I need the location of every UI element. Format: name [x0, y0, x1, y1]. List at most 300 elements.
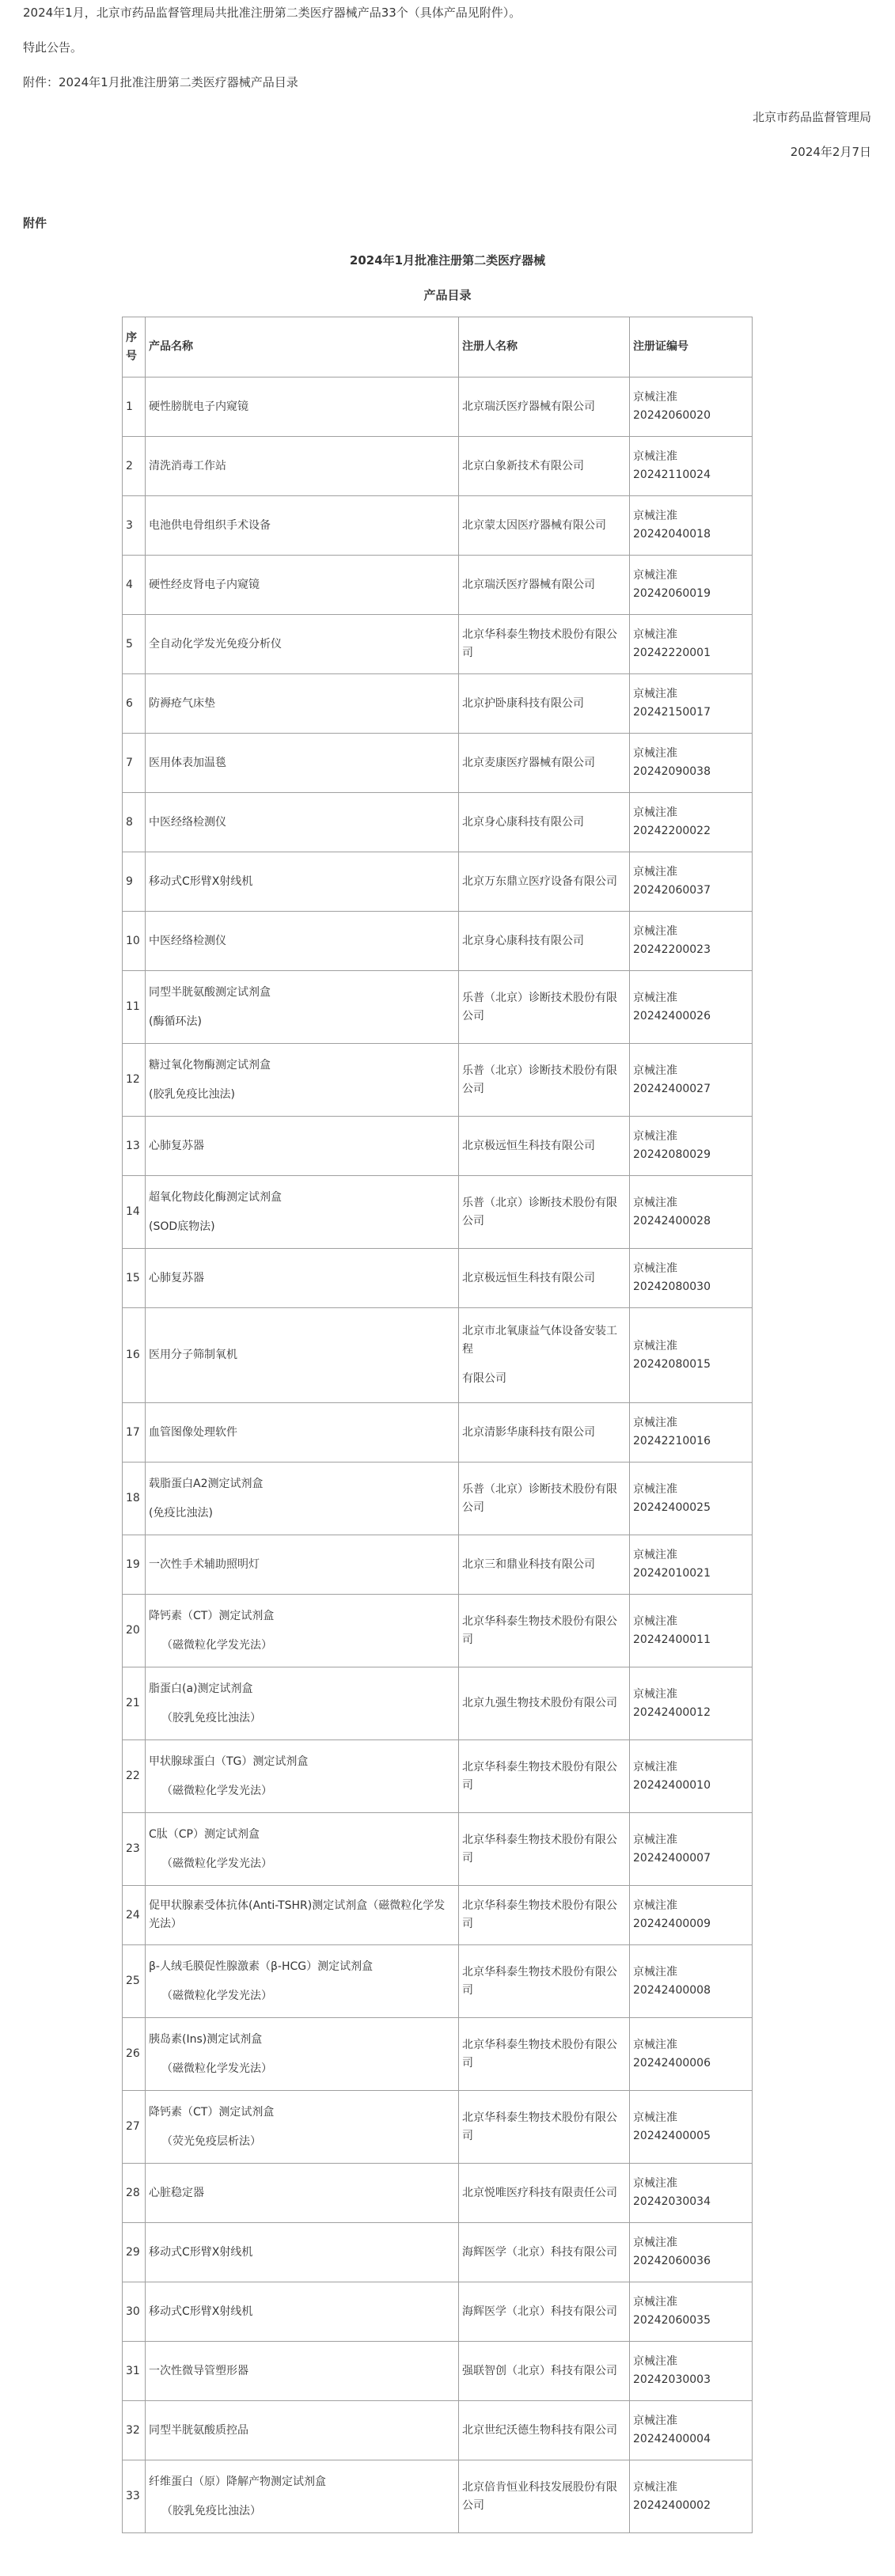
row-number: 1	[123, 377, 146, 437]
registrant-name: 北京白象新技术有限公司	[462, 459, 584, 472]
cert-number: 20242080029	[633, 1148, 711, 1161]
table-row	[123, 2223, 753, 2282]
cert-prefix: 京械注准	[633, 1899, 677, 1912]
product-name: β-人绒毛膜促性腺激素（β-HCG）测定试剂盒	[149, 1960, 374, 1973]
cert-cell	[630, 2460, 753, 2533]
cert-cell	[630, 1886, 753, 1945]
registrant-name: 北京华科泰生物技术股份有限公司	[462, 1965, 617, 1997]
cert-number: 20242200022	[633, 825, 711, 837]
registrant-cell	[459, 1535, 630, 1595]
row-number: 27	[123, 2091, 146, 2164]
cert-number: 20242030034	[633, 2195, 711, 2208]
registrant-cell	[459, 1813, 630, 1886]
product-name-cell	[146, 734, 459, 793]
cert-number: 20242400010	[633, 1778, 711, 1792]
cert-prefix: 京械注准	[633, 450, 677, 463]
product-name-cell	[146, 1308, 459, 1403]
product-name: 纤维蛋白（原）降解产物测定试剂盒	[149, 2475, 326, 2488]
product-name-cell	[146, 1044, 459, 1117]
registrant-cell	[459, 1403, 630, 1463]
product-name-cell	[146, 2091, 459, 2164]
closing-line: 特此公告。	[23, 40, 83, 55]
cert-cell	[630, 1044, 753, 1117]
product-method: (免疫比浊法)	[149, 1506, 213, 1519]
table-row	[123, 1463, 753, 1535]
product-name: 糖过氧化物酶测定试剂盒	[149, 1058, 271, 1072]
table-row	[123, 2401, 753, 2460]
cert-cell	[630, 793, 753, 852]
row-number: 3	[123, 496, 146, 556]
cert-number: 20242400027	[633, 1082, 711, 1095]
attachment-line: 附件：2024年1月批准注册第二类医疗器械产品目录	[23, 75, 298, 89]
row-number: 16	[123, 1308, 146, 1403]
cert-prefix: 京械注准	[633, 2415, 677, 2427]
registrant-cell	[459, 496, 630, 556]
product-name: 同型半胱氨酸质控品	[149, 2423, 248, 2437]
table-row	[123, 2164, 753, 2223]
registrant-cell	[459, 1740, 630, 1813]
cert-prefix: 京械注准	[633, 1965, 677, 1978]
registrant-cell	[459, 852, 630, 912]
row-number: 20	[123, 1595, 146, 1667]
registrant-name: 北京身心康科技有限公司	[462, 815, 584, 829]
product-name: 中医经络检测仪	[149, 934, 226, 947]
table-row	[123, 734, 753, 793]
cert-number: 20242030003	[633, 2373, 711, 2386]
registrant-name: 北京华科泰生物技术股份有限公司	[462, 1614, 617, 1646]
row-number: 5	[123, 615, 146, 674]
row-number: 11	[123, 971, 146, 1044]
product-name: 移动式C形臂X射线机	[149, 874, 253, 888]
cert-number: 20242060019	[633, 587, 711, 600]
registrant-name: 乐普（北京）诊断技术股份有限公司	[462, 1482, 617, 1514]
product-name-cell	[146, 1117, 459, 1176]
row-number: 26	[123, 2018, 146, 2091]
product-name: 移动式C形臂X射线机	[149, 2245, 253, 2259]
registrant-name: 乐普（北京）诊断技术股份有限公司	[462, 1196, 617, 1227]
cert-number: 20242400012	[633, 1705, 711, 1719]
cert-cell	[630, 734, 753, 793]
product-name: 降钙素（CT）测定试剂盒	[149, 2105, 275, 2119]
product-name-cell	[146, 1176, 459, 1249]
registrant-name: 北京华科泰生物技术股份有限公司	[462, 628, 617, 659]
intro-line: 2024年1月，北京市药品监督管理局共批准注册第二类医疗器械产品33个（具体产品见附件）。	[23, 6, 521, 20]
cert-number: 20242220001	[633, 647, 711, 659]
registrant-name: 北京万东鼎立医疗设备有限公司	[462, 874, 617, 888]
registrant-cell	[459, 1044, 630, 1117]
cert-cell	[630, 2282, 753, 2342]
row-number: 25	[123, 1945, 146, 2018]
product-method: (胶乳免疫比浊法)	[149, 1087, 235, 1101]
product-name: 载脂蛋白A2测定试剂盒	[149, 1477, 264, 1490]
registrant-name: 北京清影华康科技有限公司	[462, 1425, 595, 1439]
table-row	[123, 1176, 753, 1249]
cert-prefix: 京械注准	[633, 1339, 677, 1352]
header-product: 产品名称	[146, 317, 459, 377]
cert-cell	[630, 2342, 753, 2401]
cert-number: 20242400007	[633, 1851, 711, 1865]
product-method: （胶乳免疫比浊法）	[161, 1711, 261, 1724]
cert-prefix: 京械注准	[633, 1482, 677, 1496]
row-number: 13	[123, 1117, 146, 1176]
registrant-cell	[459, 556, 630, 615]
product-method: （磁微粒化学发光法）	[161, 1638, 272, 1652]
row-number: 18	[123, 1463, 146, 1535]
cert-cell	[630, 496, 753, 556]
row-number: 24	[123, 1886, 146, 1945]
cert-number: 20242400028	[633, 1214, 711, 1227]
product-name: 同型半胱氨酸测定试剂盒	[149, 985, 271, 999]
row-number: 7	[123, 734, 146, 793]
row-number: 33	[123, 2460, 146, 2533]
registrant-cell	[459, 1886, 630, 1945]
cert-number: 20242400008	[633, 1983, 711, 1997]
registrant-name: 北京护卧康科技有限公司	[462, 696, 584, 710]
cert-cell	[630, 1249, 753, 1308]
cert-prefix: 京械注准	[633, 2296, 677, 2309]
cert-cell	[630, 2223, 753, 2282]
table-row	[123, 1813, 753, 1886]
attachment-label: 附件	[23, 216, 47, 230]
product-name-cell	[146, 971, 459, 1044]
product-name: C肽（CP）测定试剂盒	[149, 1827, 260, 1841]
cert-prefix: 京械注准	[633, 806, 677, 819]
product-name-cell	[146, 912, 459, 971]
product-method: （荧光免疫层析法）	[161, 2134, 261, 2148]
cert-cell	[630, 1945, 753, 2018]
product-method: （胶乳免疫比浊法）	[161, 2504, 261, 2517]
table-row	[123, 556, 753, 615]
row-number: 32	[123, 2401, 146, 2460]
product-name-cell	[146, 377, 459, 437]
catalog-subtitle: 产品目录	[423, 288, 472, 302]
table-row	[123, 912, 753, 971]
table-row	[123, 2018, 753, 2091]
registrant-cell	[459, 1176, 630, 1249]
cert-cell	[630, 1813, 753, 1886]
registrant-cell	[459, 2091, 630, 2164]
product-name-cell	[146, 1740, 459, 1813]
cert-prefix: 京械注准	[633, 2236, 677, 2249]
registrant-name: 乐普（北京）诊断技术股份有限公司	[462, 1064, 617, 1095]
cert-prefix: 京械注准	[633, 1760, 677, 1774]
cert-cell	[630, 1308, 753, 1403]
product-name: 防褥疮气床垫	[149, 696, 215, 710]
cert-number: 20242400026	[633, 1009, 711, 1022]
cert-prefix: 京械注准	[633, 925, 677, 938]
product-name-cell	[146, 556, 459, 615]
table-row	[123, 793, 753, 852]
cert-prefix: 京械注准	[633, 1130, 677, 1143]
registrant-name: 北京瑞沃医疗器械有限公司	[462, 400, 595, 413]
row-number: 31	[123, 2342, 146, 2401]
registrant-name: 北京倍肯恒业科技发展股份有限公司	[462, 2480, 617, 2512]
cert-prefix: 京械注准	[633, 391, 677, 404]
table-row	[123, 674, 753, 734]
issuer-org: 北京市药品监督管理局	[752, 110, 871, 124]
product-name: 电池供电骨组织手术设备	[149, 518, 271, 532]
table-row	[123, 971, 753, 1044]
product-name: 心脏稳定器	[149, 2186, 204, 2199]
table-row	[123, 2091, 753, 2164]
product-name: 甲状腺球蛋白（TG）测定试剂盒	[149, 1755, 309, 1768]
registrant-name: 北京极远恒生科技有限公司	[462, 1271, 595, 1284]
registrant-cell	[459, 1308, 630, 1403]
registrant-cell	[459, 2223, 630, 2282]
registrant-name: 北京悦唯医疗科技有限责任公司	[462, 2186, 617, 2199]
product-method: （磁微粒化学发光法）	[161, 2062, 272, 2075]
cert-prefix: 京械注准	[633, 510, 677, 522]
table-row	[123, 1117, 753, 1176]
product-name-cell	[146, 2342, 459, 2401]
cert-cell	[630, 912, 753, 971]
cert-prefix: 京械注准	[633, 628, 677, 641]
cert-prefix: 京械注准	[633, 1614, 677, 1628]
cert-prefix: 京械注准	[633, 866, 677, 878]
registrant-cell	[459, 1249, 630, 1308]
product-name-cell	[146, 615, 459, 674]
product-name-cell	[146, 1667, 459, 1740]
table-row	[123, 1595, 753, 1667]
table-row	[123, 1945, 753, 2018]
product-name: 脂蛋白(a)测定试剂盒	[149, 1682, 253, 1695]
registrant-cell	[459, 2342, 630, 2401]
cert-prefix: 京械注准	[633, 2111, 677, 2124]
table-row	[123, 1740, 753, 1813]
product-name-cell	[146, 1945, 459, 2018]
cert-number: 20242010021	[633, 1567, 711, 1580]
product-name-cell	[146, 2223, 459, 2282]
cert-number: 20242060035	[633, 2314, 711, 2327]
cert-number: 20242400005	[633, 2129, 711, 2142]
registrant-cell	[459, 674, 630, 734]
cert-prefix: 京械注准	[633, 569, 677, 582]
table-row	[123, 615, 753, 674]
cert-number: 20242400002	[633, 2498, 711, 2512]
product-name-cell	[146, 2401, 459, 2460]
row-number: 6	[123, 674, 146, 734]
product-name-cell	[146, 1535, 459, 1595]
product-name: 硬性膀胱电子内窥镜	[149, 400, 248, 413]
registrant-name: 海辉医学（北京）科技有限公司	[462, 2305, 617, 2318]
registrant-name: 北京华科泰生物技术股份有限公司	[462, 2111, 617, 2142]
registrant-name: 北京麦康医疗器械有限公司	[462, 756, 595, 769]
cert-number: 20242150017	[633, 706, 711, 719]
cert-number: 20242060020	[633, 409, 711, 422]
cert-number: 20242110024	[633, 469, 711, 481]
cert-prefix: 京械注准	[633, 1833, 677, 1846]
cert-prefix: 京械注准	[633, 2355, 677, 2368]
product-name-cell	[146, 793, 459, 852]
registrant-cell	[459, 2164, 630, 2223]
table-row	[123, 1535, 753, 1595]
product-method: （磁微粒化学发光法）	[161, 1857, 272, 1870]
row-number: 9	[123, 852, 146, 912]
product-name-cell	[146, 1813, 459, 1886]
cert-cell	[630, 1403, 753, 1463]
product-name: 硬性经皮肾电子内窥镜	[149, 578, 260, 591]
registrant-name: 北京身心康科技有限公司	[462, 934, 584, 947]
row-number: 15	[123, 1249, 146, 1308]
registrant-name: 北京瑞沃医疗器械有限公司	[462, 578, 595, 591]
registrant-name: 北京华科泰生物技术股份有限公司	[462, 1833, 617, 1865]
cert-cell	[630, 1463, 753, 1535]
cert-cell	[630, 377, 753, 437]
cert-cell	[630, 556, 753, 615]
product-name: 移动式C形臂X射线机	[149, 2305, 253, 2318]
cert-cell	[630, 437, 753, 496]
cert-prefix: 京械注准	[633, 1417, 677, 1429]
cert-prefix: 京械注准	[633, 1549, 677, 1561]
product-method: (SOD底物法)	[149, 1220, 215, 1233]
product-name-cell	[146, 437, 459, 496]
product-name-cell	[146, 2460, 459, 2533]
table-row	[123, 1249, 753, 1308]
registrant-cell	[459, 2018, 630, 2091]
registrant-name: 北京世纪沃德生物科技有限公司	[462, 2423, 617, 2437]
registrant-cell	[459, 377, 630, 437]
cert-cell	[630, 1535, 753, 1595]
cert-number: 20242080015	[633, 1357, 711, 1371]
cert-number: 20242400025	[633, 1500, 711, 1514]
product-name: 全自动化学发光免疫分析仪	[149, 637, 282, 651]
registrant-cell	[459, 2401, 630, 2460]
cert-number: 20242400004	[633, 2433, 711, 2445]
cert-number: 20242210016	[633, 1435, 711, 1447]
product-name-cell	[146, 1595, 459, 1667]
registrant-cell	[459, 793, 630, 852]
registrant-cell	[459, 615, 630, 674]
header-registrant: 注册人名称	[459, 317, 630, 377]
registrant-name: 海辉医学（北京）科技有限公司	[462, 2245, 617, 2259]
catalog-title: 2024年1月批准注册第二类医疗器械	[349, 253, 546, 267]
cert-prefix: 京械注准	[633, 747, 677, 760]
cert-cell	[630, 2401, 753, 2460]
registrant-cell	[459, 971, 630, 1044]
cert-cell	[630, 2018, 753, 2091]
cert-prefix: 京械注准	[633, 1687, 677, 1701]
row-number: 30	[123, 2282, 146, 2342]
product-name-cell	[146, 496, 459, 556]
registrant-name: 北京华科泰生物技术股份有限公司	[462, 1899, 617, 1930]
row-number: 2	[123, 437, 146, 496]
registrant-cell	[459, 1945, 630, 2018]
row-number: 14	[123, 1176, 146, 1249]
product-name: 超氧化物歧化酶测定试剂盒	[149, 1190, 282, 1204]
registrant-name-cont: 有限公司	[462, 1372, 506, 1385]
product-name-cell	[146, 1463, 459, 1535]
product-name: 胰岛素(Ins)测定试剂盒	[149, 2032, 263, 2046]
product-name: 医用体表加温毯	[149, 756, 226, 769]
cert-number: 20242080030	[633, 1280, 711, 1293]
registrant-cell	[459, 912, 630, 971]
cert-prefix: 京械注准	[633, 1196, 677, 1209]
product-name-cell	[146, 1403, 459, 1463]
cert-prefix: 京械注准	[633, 1262, 677, 1275]
product-name-cell	[146, 2164, 459, 2223]
row-number: 12	[123, 1044, 146, 1117]
row-number: 10	[123, 912, 146, 971]
table-row	[123, 1308, 753, 1403]
table-row	[123, 2342, 753, 2401]
registrant-cell	[459, 2460, 630, 2533]
cert-prefix: 京械注准	[633, 1064, 677, 1077]
cert-cell	[630, 1595, 753, 1667]
registrant-cell	[459, 1117, 630, 1176]
cert-cell	[630, 1117, 753, 1176]
product-name-cell	[146, 1249, 459, 1308]
registrant-name: 强联智创（北京）科技有限公司	[462, 2364, 617, 2377]
registrant-cell	[459, 734, 630, 793]
cert-prefix: 京械注准	[633, 991, 677, 1004]
cert-number: 20242060036	[633, 2255, 711, 2267]
row-number: 22	[123, 1740, 146, 1813]
cert-number: 20242200023	[633, 943, 711, 956]
product-name: 降钙素（CT）测定试剂盒	[149, 1609, 275, 1622]
cert-number: 20242400011	[633, 1633, 711, 1646]
product-method: (酶循环法)	[149, 1015, 202, 1028]
product-name: 一次性手术辅助照明灯	[149, 1557, 260, 1571]
cert-cell	[630, 1176, 753, 1249]
product-name: 心肺复苏器	[149, 1139, 204, 1152]
product-name-cell	[146, 1886, 459, 1945]
table-row	[123, 1667, 753, 1740]
cert-number: 20242060037	[633, 884, 711, 897]
cert-cell	[630, 2164, 753, 2223]
row-number: 21	[123, 1667, 146, 1740]
table-row	[123, 2282, 753, 2342]
registrant-name: 北京华科泰生物技术股份有限公司	[462, 2038, 617, 2070]
row-number: 17	[123, 1403, 146, 1463]
table-row	[123, 377, 753, 437]
table-row	[123, 1886, 753, 1945]
cert-cell	[630, 2091, 753, 2164]
row-number: 29	[123, 2223, 146, 2282]
registrant-name: 北京市北氧康益气体设备安装工程	[462, 1325, 617, 1356]
registrant-name: 北京蒙太因医疗器械有限公司	[462, 518, 606, 532]
table-row	[123, 496, 753, 556]
row-number: 8	[123, 793, 146, 852]
cert-number: 20242400009	[633, 1918, 711, 1930]
product-name: 医用分子筛制氧机	[149, 1349, 237, 1361]
registrant-cell	[459, 437, 630, 496]
table-row	[123, 1044, 753, 1117]
registrant-name: 北京九强生物技术股份有限公司	[462, 1697, 617, 1709]
registrant-name: 北京三和鼎业科技有限公司	[462, 1557, 595, 1571]
row-number: 19	[123, 1535, 146, 1595]
row-number: 28	[123, 2164, 146, 2223]
registrant-cell	[459, 1667, 630, 1740]
cert-prefix: 京械注准	[633, 2038, 677, 2051]
cert-cell	[630, 852, 753, 912]
cert-cell	[630, 971, 753, 1044]
cert-prefix: 京械注准	[633, 2480, 677, 2494]
table-row	[123, 1403, 753, 1463]
cert-number: 20242090038	[633, 765, 711, 778]
product-name: 一次性微导管塑形器	[149, 2364, 248, 2377]
registrant-name: 乐普（北京）诊断技术股份有限公司	[462, 991, 617, 1022]
issue-date: 2024年2月7日	[790, 145, 871, 159]
product-name: 血管图像处理软件	[149, 1425, 237, 1439]
product-name: 促甲状腺素受体抗体(Anti-TSHR)测定试剂盒（磁微粒化学发光法）	[149, 1899, 446, 1930]
header-cert: 注册证编号	[630, 317, 753, 377]
registrant-name: 北京极远恒生科技有限公司	[462, 1139, 595, 1152]
cert-prefix: 京械注准	[633, 688, 677, 700]
product-name: 心肺复苏器	[149, 1271, 204, 1284]
cert-cell	[630, 1740, 753, 1813]
cert-cell	[630, 1667, 753, 1740]
table-row	[123, 852, 753, 912]
